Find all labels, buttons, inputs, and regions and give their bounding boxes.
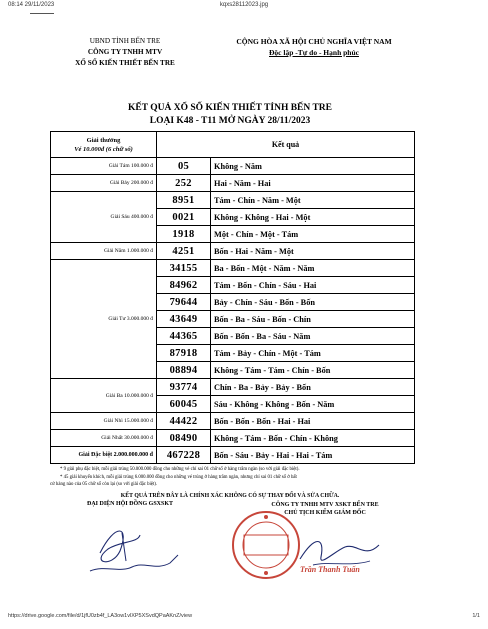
winning-number: 84962: [157, 277, 211, 294]
table-row: [51, 158, 415, 175]
issuer-line-1: UBND TỈNH BẾN TRE: [89, 37, 161, 45]
prize-name: Giải Bảy 200.000 đ: [51, 175, 157, 192]
winning-number: 08894: [157, 362, 211, 379]
winning-number: 467228: [157, 447, 211, 464]
document-title: KẾT QUẢ XỔ SỐ KIẾN THIẾT TỈNH BẾN TRE: [128, 103, 332, 113]
winning-number-words: Không - Năm: [211, 158, 415, 175]
winning-number-words: Chín - Ba - Bảy - Bảy - Bốn: [211, 379, 415, 396]
result-column-header: Kết quả: [157, 132, 415, 158]
winning-number-words: Bốn - Sáu - Bảy - Hai - Hai - Tám: [211, 447, 415, 464]
table-row: [51, 243, 415, 260]
prize-name: Giải Đặc biệt 2.000.000.000 đ: [51, 447, 157, 464]
header-underline: [30, 13, 54, 14]
winning-number: 93774: [157, 379, 211, 396]
issuer-block: [50, 36, 200, 69]
table-row: [51, 430, 415, 447]
prize-name: Giải Năm 1.000.000 đ: [51, 243, 157, 260]
print-footer: [8, 613, 480, 623]
prize-name: Giải Tám 100.000 đ: [51, 158, 157, 175]
table-row: [51, 260, 415, 277]
national-title: CỘNG HÒA XÃ HỘI CHỦ NGHĨA VIỆT NAM: [236, 37, 392, 46]
prize-column-header: [51, 132, 157, 158]
prize-name: Giải Ba 10.000.000 đ: [51, 379, 157, 413]
winning-number-words: Sáu - Không - Không - Bốn - Năm: [211, 396, 415, 413]
winning-number-words: Bốn - Ba - Sáu - Bốn - Chín: [211, 311, 415, 328]
winning-number-words: Bốn - Bốn - Ba - Sáu - Năm: [211, 328, 415, 345]
national-motto: Độc lập -Tự do - Hạnh phúc: [269, 48, 359, 57]
winning-number: 08490: [157, 430, 211, 447]
winning-number-words: Tám - Bốn - Chín - Sáu - Hai: [211, 277, 415, 294]
winning-number-words: Bốn - Bốn - Bốn - Hai - Hai: [211, 413, 415, 430]
prize-name: Giải Nhì 15.000.000 đ: [51, 413, 157, 430]
document-header: [50, 36, 410, 84]
director-name: Trần Thanh Tuấn: [300, 564, 360, 574]
winning-number: 05: [157, 158, 211, 175]
company-sign-line-2: CHỦ TỊCH KIỂM GIÁM ĐỐC: [284, 509, 366, 516]
winning-number: 44422: [157, 413, 211, 430]
lottery-result-document: [50, 36, 410, 591]
note-encouragement-cont: cứ hàng nào của 05 chữ số còn lại (so với giải đặc biệt).: [50, 482, 158, 488]
company-stamp-icon: [230, 509, 302, 581]
print-filename: kqxs28112023.jpg: [219, 2, 269, 8]
signature-section: [50, 501, 410, 591]
note-consolation: * 9 giải phụ đặc biệt, mỗi giải trúng 50.000.000 đồng cho những vé chỉ sai 01 chữ số ở hàng trăm ngàn (so với giải đặc biệt).: [60, 467, 300, 472]
winning-number: 1918: [157, 226, 211, 243]
winning-number-words: Tám - Bảy - Chín - Một - Tám: [211, 345, 415, 362]
winning-number: 4251: [157, 243, 211, 260]
table-row: [51, 175, 415, 192]
note-encouragement: * 45 giải khuyến khích, mỗi giải trúng 6.000.000 đồng cho những vé trúng ở hàng trăm ngàn, nhưng chỉ sai 01 chữ số ở bất: [60, 474, 297, 480]
prize-name: Giải Sáu 400.000 đ: [51, 192, 157, 243]
winning-number-words: Bốn - Hai - Năm - Một: [211, 243, 415, 260]
supervisor-signature-icon: [60, 513, 200, 583]
company-sign-line-1: CÔNG TY TNHH MTV XSKT BẾN TRE: [271, 501, 379, 508]
document-subtitle: LOẠI K48 - T11 MỞ NGÀY 28/11/2023: [149, 116, 311, 126]
winning-number: 34155: [157, 260, 211, 277]
table-row: [51, 447, 415, 464]
prize-header-unit: Vé 10.000đ (6 chữ số): [74, 145, 133, 153]
winning-number-words: Không - Tám - Tám - Chín - Bốn: [211, 362, 415, 379]
winning-number: 43649: [157, 311, 211, 328]
results-table: [50, 131, 415, 464]
winning-number: 0021: [157, 209, 211, 226]
winning-number: 79644: [157, 294, 211, 311]
issuer-line-2: CÔNG TY TNHH MTV: [87, 48, 163, 56]
winning-number-words: Tám - Chín - Năm - Một: [211, 192, 415, 209]
supervisory-board-title: ĐẠI DIỆN HỘI ĐỒNG GSXSKT: [86, 500, 173, 507]
winning-number-words: Không - Tám - Bốn - Chín - Không: [211, 430, 415, 447]
table-row: [51, 379, 415, 396]
results-body: [51, 158, 415, 464]
issuer-line-3: XỔ SỐ KIẾN THIẾT BẾN TRE: [75, 59, 175, 67]
winning-number: 8951: [157, 192, 211, 209]
national-motto-block: [214, 36, 414, 58]
winning-number: 44365: [157, 328, 211, 345]
notes: [50, 466, 414, 489]
prize-name: Giải Tư 3.000.000 đ: [51, 260, 157, 379]
winning-number-words: Ba - Bốn - Một - Năm - Năm: [211, 260, 415, 277]
print-url: https://drive.google.com/file/d/1jfU0zb4f_LA3ow1vlXP5XSvdQPaAKnZ/view: [8, 613, 193, 619]
table-row: [51, 413, 415, 430]
disclaimer: KẾT QUẢ TRÊN ĐÂY LÀ CHÍNH XÁC KHÔNG CÓ SỰ THAY ĐỔI VÀ SỬA CHỮA.: [120, 492, 340, 499]
print-header: [8, 2, 480, 14]
winning-number-words: Bảy - Chín - Sáu - Bốn - Bốn: [211, 294, 415, 311]
print-page-number: 1/1: [472, 613, 480, 619]
print-datetime: 08:14 29/11/2023: [8, 2, 55, 8]
winning-number: 60045: [157, 396, 211, 413]
table-header-row: [51, 132, 415, 158]
winning-number: 87918: [157, 345, 211, 362]
table-row: [51, 192, 415, 209]
winning-number-words: Hai - Năm - Hai: [211, 175, 415, 192]
winning-number: 252: [157, 175, 211, 192]
winning-number-words: Một - Chín - Một - Tám: [211, 226, 415, 243]
prize-name: Giải Nhất 30.000.000 đ: [51, 430, 157, 447]
prize-header-label: Giải thưởng: [86, 136, 121, 144]
winning-number-words: Không - Không - Hai - Một: [211, 209, 415, 226]
